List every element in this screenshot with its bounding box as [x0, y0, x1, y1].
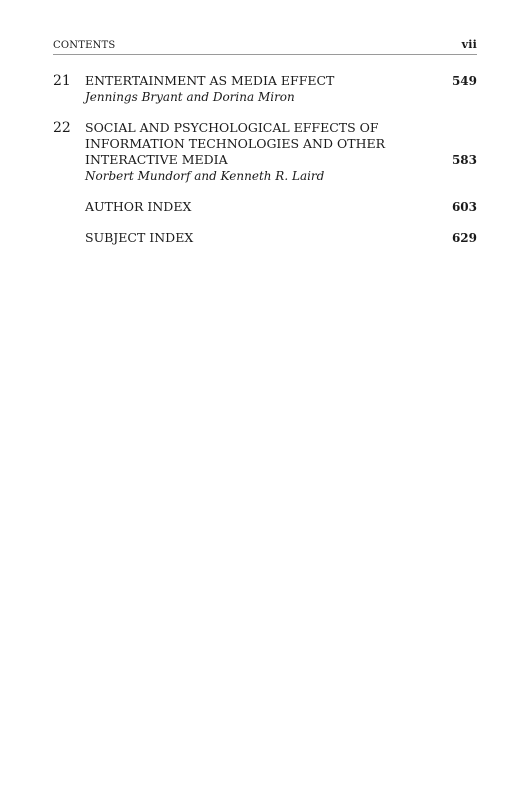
chapter-authors: Jennings Bryant and Dorina Miron [85, 90, 295, 104]
running-head [53, 38, 477, 55]
contents-page [53, 38, 477, 261]
chapter-page-number: 583 [451, 153, 477, 167]
chapter-title-line-1: SOCIAL AND PSYCHOLOGICAL EFFECTS OF [85, 120, 379, 135]
entry-body [85, 230, 437, 246]
chapter-title-last-row [85, 152, 437, 168]
index-page-number: 603 [451, 200, 477, 214]
toc-entry-chapter-22 [53, 120, 477, 184]
entry-body [85, 120, 437, 184]
entry-body [85, 73, 437, 105]
index-title: AUTHOR INDEX [85, 199, 192, 214]
chapter-title: ENTERTAINMENT AS MEDIA EFFECT [85, 73, 335, 88]
running-head-section: CONTENTS [53, 40, 116, 51]
chapter-title-line-2: INFORMATION TECHNOLOGIES AND OTHER [85, 136, 386, 151]
chapter-number: 22 [53, 120, 71, 136]
chapter-number: 21 [53, 73, 71, 89]
chapter-page-number: 549 [451, 74, 477, 88]
toc-entry-subject-index [53, 230, 477, 246]
entry-body [85, 199, 437, 215]
index-page-number: 629 [451, 231, 477, 245]
toc-entry-author-index [53, 199, 477, 215]
page-folio: vii [461, 38, 477, 51]
chapter-authors: Norbert Mundorf and Kenneth R. Laird [85, 169, 325, 183]
chapter-title-line-3: INTERACTIVE MEDIA [85, 152, 228, 167]
table-of-contents [53, 73, 477, 246]
toc-entry-chapter-21 [53, 73, 477, 105]
index-title: SUBJECT INDEX [85, 230, 194, 245]
